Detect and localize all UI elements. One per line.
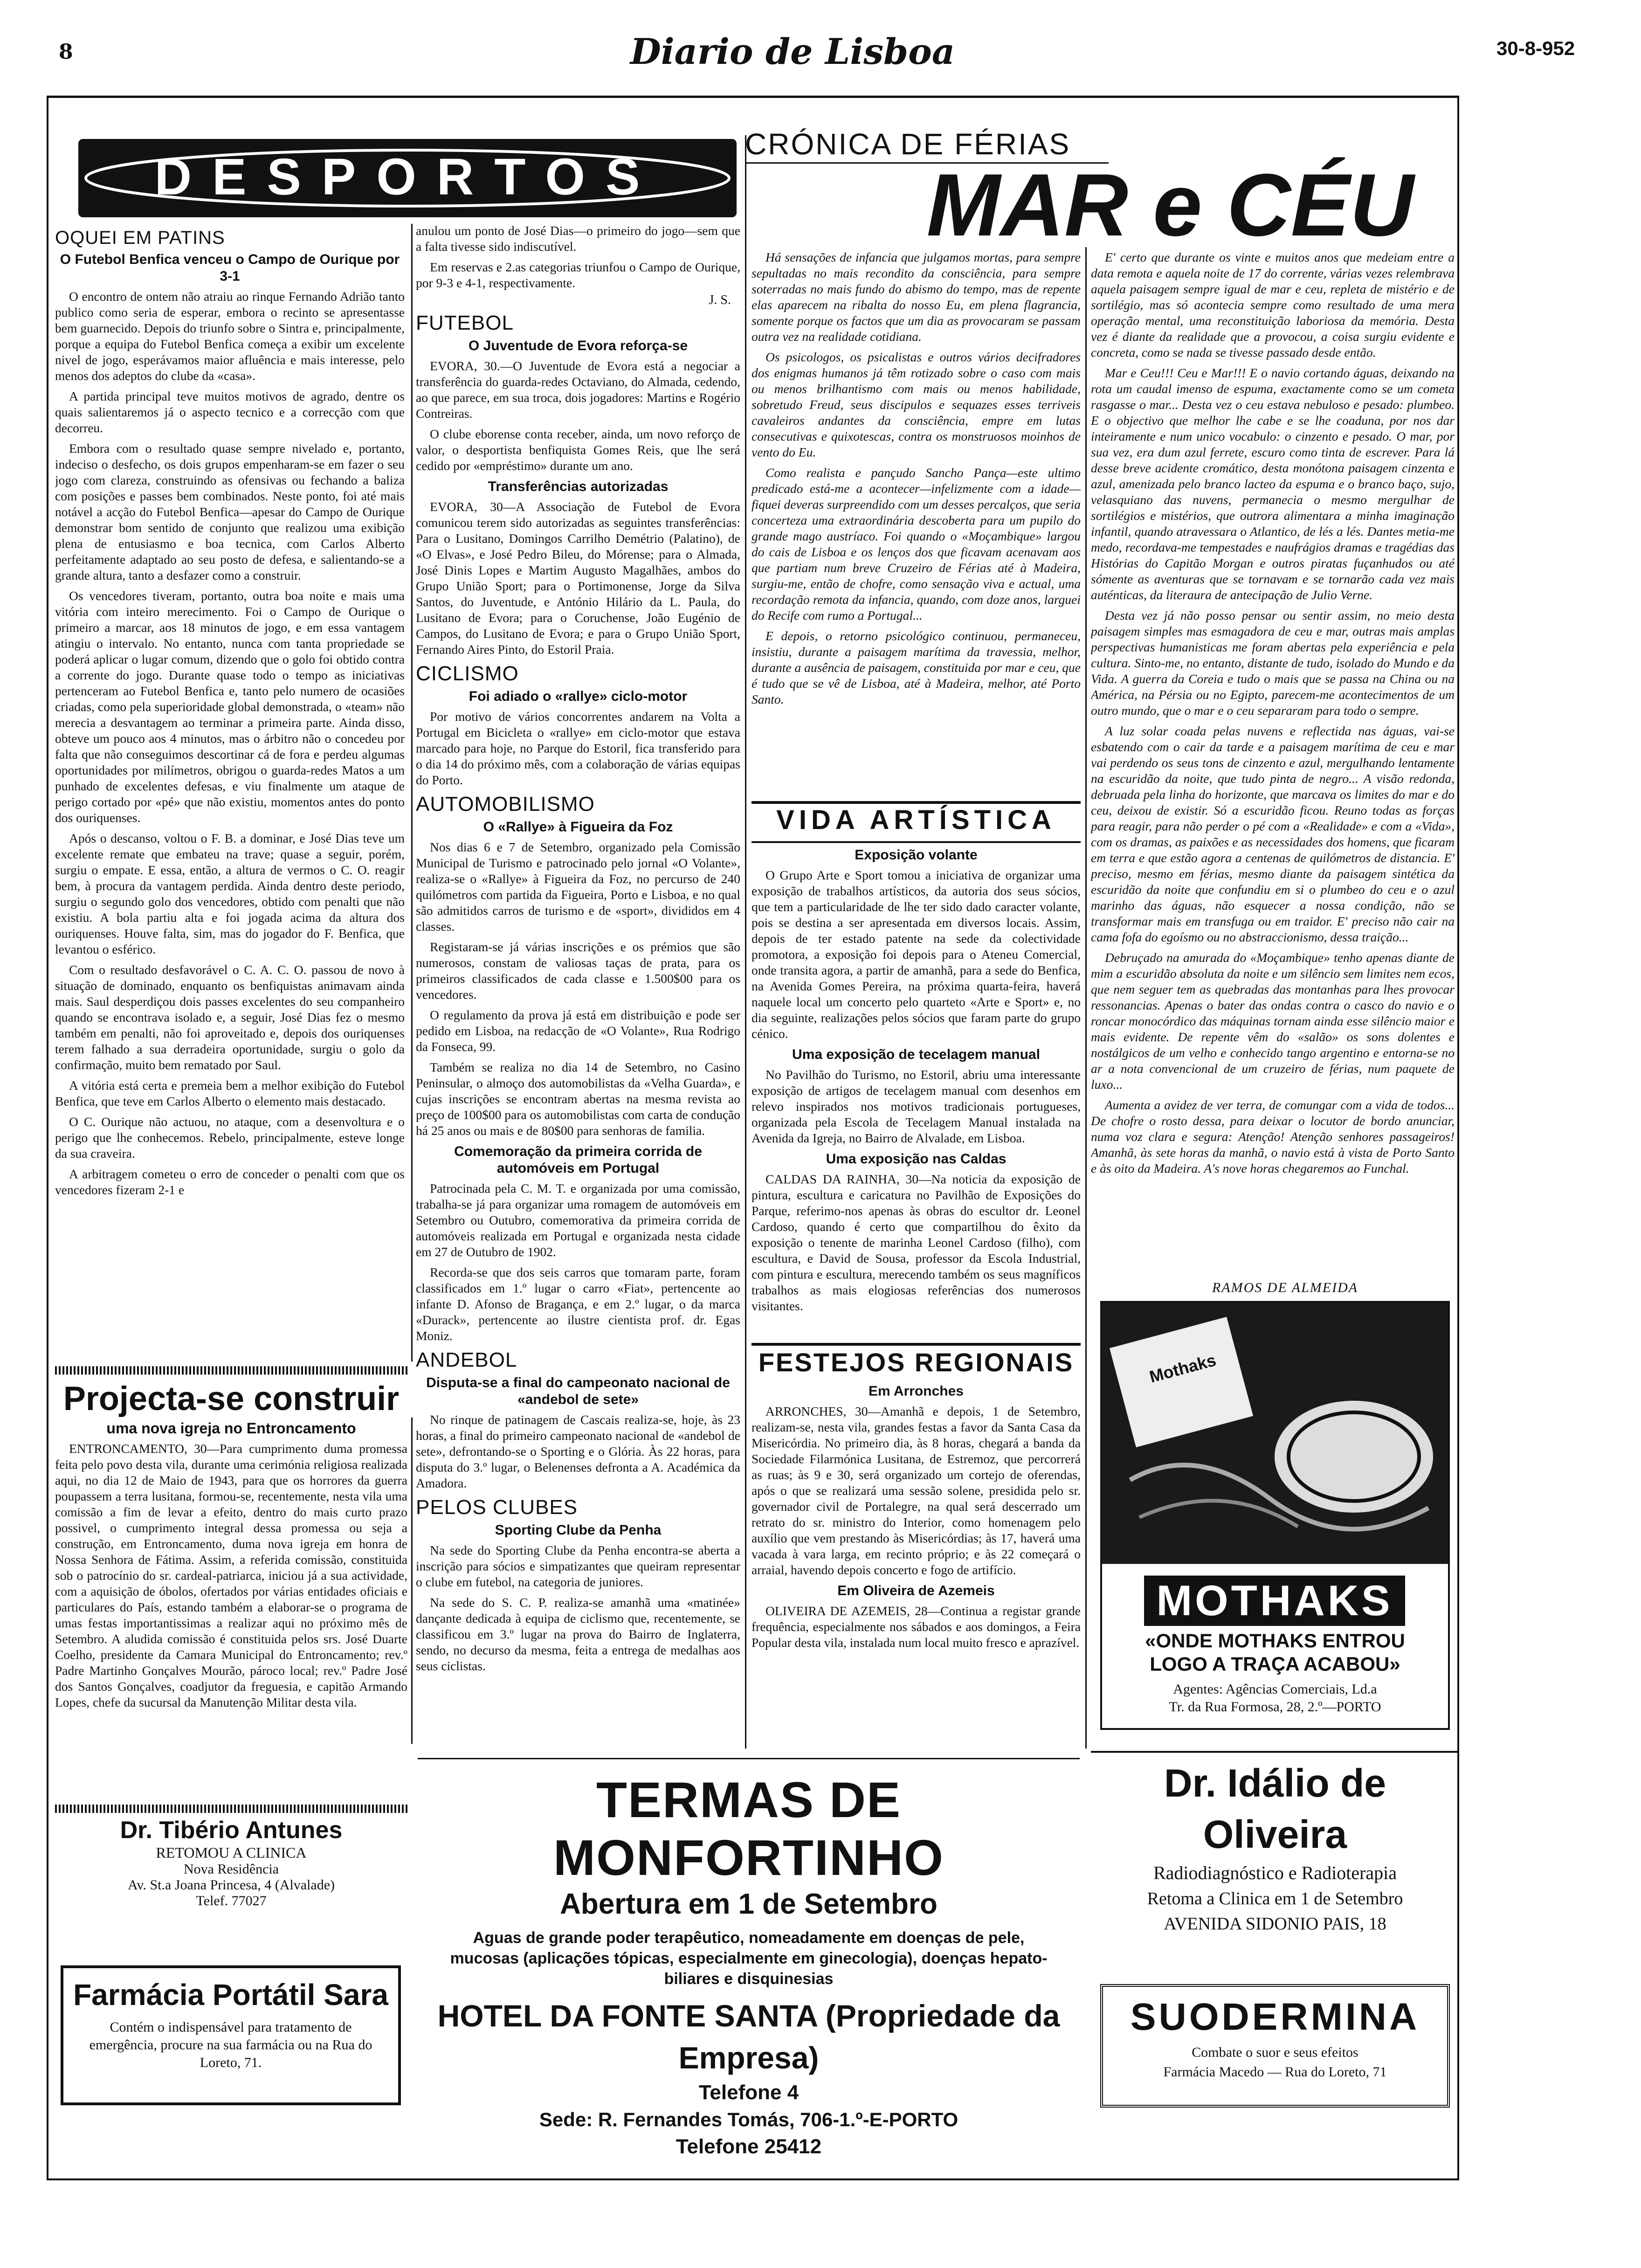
oquei-paragraph: Embora com o resultado quase sempre nivelado e, portanto, indeciso o desfecho, os dois grupos empenharam-se em fazer o seu jogo com clareza, construindo as ofensivas ou fechando a baliza com posições e passes bem combinados. Neste ponto, foi até mais notável a acção do Futebol Benfica—apesar do Campo de Ourique demonstrar bom sentido de conjunto que realizou uma exibição plena de entusiasmo e boa tecnica, com Carlos Alberto perfeitamente adaptado ao seu posto de defesa, e salientando-se a grande altura, tanto a desfazer como a construir. (55, 441, 405, 582)
col-rule-4 (411, 1418, 413, 1744)
idalio-name: Dr. Idálio de Oliveira (1164, 1761, 1386, 1856)
farmacia-text: Contém o indispensável para tratamento de emergência, procure na sua farmácia ou na Rua do Loreto, 71. (89, 2019, 372, 2070)
vida-banner-title: VIDA ARTÍSTICA (776, 805, 1056, 835)
sports-column (416, 223, 740, 1743)
cronica-paragraph: A luz solar coada pelas nuvens e reflectida nas águas, vai-se esbatendo com o cair da tarde e a paisagem marítima de ceu e mar vai perdendo os seus tons de cinzento e azul, mergulhando lentamente na escuridão da noite, que tudo pinta de negro... A visão redonda, debruada pela linha do horizonte, que marcava os limites do mar e do ceu, deixou de existir. Só a escuridão ficou. Reuno todas as forças para reagir, para não perder o pé com a «Realidade» e com a «Vida», com os dramas, as paixões e as necessidades dos homens, que ficaram em terra e que estão agora a centenas de quilómetros de distancia. E' preciso, mesmo em férias, mesmo diante da paisagem sintética da escuridão da noite que confundiu em si o plumbeo do ceu e o azul marinho das águas, não esquecer a nossa condição, não se transformar mais em transfuga ou em traidor. E' preciso não cair na cama fofa do egoísmo ou no abstraccionismo, dessa traição... (1091, 724, 1455, 944)
desportos-banner (78, 139, 737, 217)
idalio-line: Retoma a Clinica em 1 de Setembro (1147, 1889, 1403, 1908)
termas-title: TERMAS DE MONFORTINHO (553, 1771, 944, 1886)
oquei-paragraph: A arbitragem cometeu o erro de conceder o penalti com que os vencedores fizeram 2-1 e (55, 1167, 405, 1197)
col-rule-3 (1085, 247, 1087, 1749)
clubes-article-title: Sporting Clube da Penha (495, 1522, 662, 1538)
vida-article-title: Uma exposição nas Caldas (826, 1151, 1007, 1167)
oquei-paragraph: O encontro de ontem não atraiu ao rinque Fernando Adrião tanto publico como seria de esperar, embora o recinto se apresentasse bem guarnecido. Depois do triunfo sobre o Sintra e, principalmente, porque a equipa do Futebol Benfica começa a exibir um excelente nivel de jogo, esperávamos maior afluência e mais interesse, pelo menos dos adeptos do clube da «casa». (55, 289, 405, 383)
vida-paragraph: O Grupo Arte e Sport tomou a iniciativa de organizar uma exposição de trabalhos artísticos, da autoria dos seus sócios, que tem a particularidade de lhe ter sido dado caracter volante, pois se destina a ser apresentada em diversos locais. Assim, depois de ter estado patente na sede da colectividade promotora, a exposição foi depois para o Ateneu Comercial, onde transita agora, a partir de amanhã, para a sede do Benfica, na Avenida Gomes Pereira, na próxima quarta-feira, haverá naquele local um concerto pelo quarteto «Arte e Sport» e, no dia seguinte, realizações pelos sócios que faram parte do grupo cénico. (752, 868, 1081, 1041)
tiberio-rule-top (55, 1805, 407, 1813)
festejos-banner-title: FESTEJOS REGIONAIS (758, 1348, 1074, 1377)
oquei-title: O Futebol Benfica venceu o Campo de Ourique por 3-1 (60, 252, 400, 284)
mothaks-brand: MOTHAKS (1156, 1577, 1393, 1625)
projecta-subtitle: uma nova igreja no Entroncamento (106, 1420, 356, 1437)
festejos-article-title: Em Arronches (869, 1383, 964, 1399)
mothaks-agents (1102, 1680, 1448, 1716)
tiberio-line: Av. St.a Joana Princesa, 4 (Alvalade) (127, 1877, 335, 1893)
page-number: 8 (59, 40, 73, 64)
cronica-title: MAR e CÉU (926, 156, 1414, 255)
vida-paragraph: No Pavilhão do Turismo, no Estoril, abriu uma interessante exposição de artigos de tecelagem manual com desenhos em relevo inspirados nos motivos tradicionais portugueses, organizada pela Escola de Tecelagem Manual instalada na Avenida da Igreja, no Bairro de Alvalade, em Lisboa. (752, 1067, 1081, 1145)
termas-sede: Sede: R. Fernandes Tomás, 706-1.º-E-PORTO (539, 2109, 958, 2130)
cronica-column-1 (752, 249, 1081, 800)
futebol-article-title: O Juventude de Evora reforça-se (468, 338, 688, 353)
oquei-paragraph: O C. Ourique não actuou, no ataque, com a desenvoltura e o perigo que lhe conhecemos. Rebelo, principalmente, esteve longe da sua craveira. (55, 1114, 405, 1161)
automobilismo-paragraph: Registaram-se já várias inscrições e os prémios que são numerosos, constam de valiosas taças de prata, para os primeiros classificados de cada classe e 1.500$00 para os vencedores. (416, 940, 740, 1002)
futebol-article-title: Transferências autorizadas (488, 479, 669, 494)
masthead: Diario de Lisboa (630, 31, 955, 72)
tiberio-line: Nova Residência (183, 1861, 279, 1877)
ciclismo-paragraph: Por motivo de vários concorrentes andarem na Volta a Portugal em Bicicleta o «rallye» em ciclo-motor que estava marcado para hoje, no Parque do Estoril, fica transferido para o dia 14 do próximo mês, com a colaboração de várias equipas do Porto. (416, 709, 740, 787)
mothaks-address-line: Tr. da Rua Formosa, 28, 2.º—PORTO (1169, 1699, 1381, 1715)
oquei-section-heading: OQUEI EM PATINS (55, 228, 225, 248)
automobilismo-paragraph: Nos dias 6 e 7 de Setembro, organizado pela Comissão Municipal de Turismo e patrocinado pelo jornal «O Volante», realiza-se o «Rallye» à Figueira da Foz, no percurso de 240 quilómetros com partida da Figueira, Porto e Lisboa, e no qual são admitidos carros de turismo e de «sport», divididos em 4 classes. (416, 840, 740, 933)
idalio-line: Radiodiagnóstico e Radioterapia (1153, 1862, 1397, 1883)
festejos-column (752, 1380, 1081, 1749)
oquei-paragraph: A vitória está certa e premeia bem a melhor exibição do Futebol Benfica, que teve em Carlos Alberto o elemento mais destacado. (55, 1078, 405, 1108)
mothaks-brand-box (1144, 1576, 1405, 1626)
oquei-signature: J. S. (709, 293, 731, 307)
oquei-article (55, 224, 405, 1359)
futebol-section-heading: FUTEBOL (416, 311, 514, 334)
oquei-paragraph: Após o descanso, voltou o F. B. a dominar, e José Dias teve um excelente remate que embateu na trave; quase a seguir, porém, surgiu o empate. E essa, então, a altura de vermos o C. O. reagir bem, à procura da vantagem perdida. Ainda dentro deste periodo, surgiu o segundo golo dos vencedores, obtido com penalti que não existiu. A bola partiu alta e foi jogada acima da altura dos ouriquenses. Houve falta, sim, mas do jogador do F. Benfica, que levantou o esférico. (55, 831, 405, 956)
farmacia-name: Farmácia Portátil Sara (73, 1978, 388, 2012)
festejos-banner (752, 1343, 1081, 1381)
suodermina-line: Farmácia Macedo — Rua do Loreto, 71 (1163, 2064, 1387, 2080)
automobilismo-article-title: Comemoração da primeira corrida de automóveis em Portugal (454, 1144, 702, 1176)
farmacia-ad (61, 1965, 401, 2105)
automobilismo-paragraph: Recorda-se que dos seis carros que tomaram parte, foram classificados em 1.º lugar o carro «Fiat», pertencente ao infante D. Afonso de Bragança, e em 2.º lugar, o da marca «Durack», pertencente ao ilustre cientista prof. dr. Egas Moniz. (416, 1265, 740, 1343)
vida-banner (752, 801, 1081, 843)
cronica-paragraph: Aumenta a avidez de ver terra, de comungar com a vida de todos... De chofre o rosto dessa, para deixar o locutor de bordo anunciar, numa voz clara e segura: Atenção! Atenção senhores passageiros! Amanhã, às sete horas da manhã, o navio está à vista de Porto Santo e às oito da Madeira. A's nove horas chegaremos ao Funchal. (1091, 1098, 1455, 1175)
vida-article-title: Uma exposição de tecelagem manual (792, 1047, 1040, 1062)
tiberio-line: Telef. 77027 (196, 1893, 267, 1908)
automobilismo-paragraph: O regulamento da prova já está em distribuição e pode ser pedido em Lisboa, na redacção de «O Volante», Rua Rodrigo da Fonseca, 99. (416, 1008, 740, 1054)
clubes-paragraph: Na sede do Sporting Clube da Penha encontra-se aberta a inscrição para sócios e simpatizantes que queiram representar o clube em futebol, na categoria de juniores. (416, 1543, 740, 1589)
oquei-continuation: Em reservas e 2.as categorias triunfou o Campo de Ourique, por 9-3 e 4-1, respectivamente. (416, 260, 740, 290)
clubes-section-heading: PELOS CLUBES (416, 1496, 578, 1519)
frame-bottom (47, 2178, 1459, 2180)
automobilismo-paragraph: Patrocinada pela C. M. T. e organizada por uma comissão, trabalha-se já para organizar uma romagem de automóveis em Setembro ou Outubro, comemorativa da primeira corrida de automóveis realizada em Portugal e organizada nesta cidade em 27 de Outubro de 1902. (416, 1181, 740, 1259)
mothaks-agents-line: Agentes: Agências Comerciais, Ld.a (1173, 1681, 1377, 1697)
festejos-article-title: Em Oliveira de Azemeis (837, 1583, 995, 1598)
cronica-column-2 (1091, 249, 1455, 1261)
festejos-paragraph: OLIVEIRA DE AZEMEIS, 28—Continua a registar grande frequência, especialmente nos sábados e aos domingos, a Feira Popular desta vila, instalada num local muito fresco e aprazível. (752, 1604, 1081, 1650)
andebol-section-heading: ANDEBOL (416, 1348, 517, 1371)
andebol-paragraph: No rinque de patinagem de Cascais realiza-se, hoje, às 23 horas, a final do primeiro campeonato nacional de «andebol de sete», defrontando-se o Sporting e o Glória. Às 22 horas, para disputa do 3.º lugar, o Belenenses defronta a A. Académica da Amadora. (416, 1412, 740, 1490)
cronica-paragraph: Os psicologos, os psicalistas e outros vários decifradores dos enigmas humanos já têm rotizado sobre o caso com mais ou menos brilhantismo com mais ou menos habilidade, sobretudo Freud, seus discipulos e sequazes esses terriveis cavaleiros andantes da consciência, empre em lutas consecutivas e quixotescas, contra os monstruosos moinhos de vento do Eu. (752, 350, 1081, 459)
termas-phone: Telefone 25412 (676, 2135, 822, 2158)
festejos-paragraph: ARRONCHES, 30—Amanhã e depois, 1 de Setembro, realizam-se, nesta vila, grandes festas a favor da Santa Casa da Misericórdia. No primeiro dia, às 8 horas, chegará a banda da Sociedade Filarmónica Lusitana, de Estremoz, que percorrerá as ruas; às 9 e 30, será organizado um cortejo de oferendas, após o que se realizará uma sessão solene, presidida pelo sr. governador civil de Portalegre, na qual será descerrado um retrato do sr. ministro do Interior, como homenagem pelo auxílio que vem prestando às Misericórdias; às 17, haverá uma vacada à vara larga, em recinto próprio; e às 22 começará o arraial, havendo depois concerto e fogo de artifício. (752, 1404, 1081, 1577)
futebol-paragraph: EVORA, 30—A Associação de Futebol de Evora comunicou terem sido autorizadas as seguintes transferências: Para o Lusitano, Domingos Carrilho Demétrio (Palatino), de «O Elvas», e José Pedro Bileu, do Mórense; para o Almada, José Dinis Lopes e Martim Augusto Magalhães, ambos do Grupo União Sport; para o Portimonense, Jorge da Silva Santos, do Juventude, e António Hilário da L. Paula, do Lusitano de Evora; para o Coruchense, João Eugénio de Campos, do Lusitano de Evora; e para o Grupo União Sport, Fernando Aires Pinto, do Estoril Praia. (416, 499, 740, 657)
oquei-paragraph: Com o resultado desfavorável o C. A. C. O. passou de novo à situação de dominado, enquanto os benfiquistas animavam ainda mais. Saul desperdiçou dois passes excelentes do seu companheiro quando se encontrava isolado e, a seguir, José Dias fez o mesmo também em penalti, não foi aproveitado e, depois dos ouriquenses terem falhado a sua derradeira oportunidade, surgiu o golo da confirmação, muito bem rematado por Saul. (55, 962, 405, 1072)
header-rule (47, 96, 1459, 98)
automobilismo-section-heading: AUTOMOBILISMO (416, 793, 595, 816)
automobilismo-article-title: O «Rallye» à Figueira da Foz (483, 819, 673, 835)
suodermina-name: SUODERMINA (1130, 1996, 1420, 2038)
suodermina-line: Combate o suor e seus efeitos (1192, 2045, 1358, 2060)
termas-hotel: HOTEL DA FONTE SANTA (Propriedade da Empresa) (437, 1998, 1060, 2075)
suodermina-ad (1100, 1984, 1450, 2108)
cronica-paragraph: Como realista e pançudo Sancho Pança—este ultimo predicado está-me a acontecer—infelizmente com a idade—fiquei deveras surpreendido com um desses percalços, que seria concerteza uma extraordinária descoberta para um pupilo do grande mago austríaco. Foi quando o «Moçambique» largou do cais de Lisboa e os lenços dos que ficavam acenavam aos que partiam num breve Cruzeiro de Férias até à Madeira, surgiu-me, então de chofre, como sensação viva e actual, uma recordação remota da infancia, quando, com doze anos, larguei do Recife com rumo a Portugal... (752, 465, 1081, 622)
col-rule-2 (745, 135, 746, 1749)
mothaks-tin-label: Mothaks (1147, 1350, 1218, 1387)
mothaks-ad (1100, 1301, 1450, 1730)
mothaks-slogan (1102, 1629, 1448, 1676)
mothaks-illustration (1102, 1303, 1448, 1564)
col-rule-1 (411, 224, 413, 1362)
termas-body: Aguas de grande poder terapêutico, nomeadamente em doenças de pele, mucosas (aplicações tópicas, especialmente em ginecologia), doenças hepato-biliares e disquinesias (450, 1929, 1048, 1988)
termas-ad (418, 1758, 1080, 2158)
futebol-paragraph: EVORA, 30.—O Juventude de Evora está a negociar a transferência do guarda-redes Octaviano, do Almada, cedendo, ao que parece, em sua troca, dois jogadores: Martins e Rogério Contreiras. (416, 359, 740, 421)
automobilismo-paragraph: Também se realiza no dia 14 de Setembro, no Casino Peninsular, o almoço dos automobilistas da «Velha Guarda», e cujas inscrições se encontram abertas na mesma revista ao preço de 100$00 para os automobilistas com carta de condução há 25 anos ou mais e de 80$00 para senhoras de familia. (416, 1060, 740, 1138)
oquei-paragraph: A partida principal teve muitos motivos de agrado, dentre os quais salientaremos já o aspecto tecnico e a correcção com que decorreu. (55, 389, 405, 435)
projecta-title: Projecta-se construir (63, 1380, 400, 1418)
cronica-paragraph: E' certo que durante os vinte e muitos anos que medeiam entre a data remota e aquela noite de 17 do corrente, várias vezes relembrava aquela paisagem sempre igual de mar e ceu, repleta de mistério e de sortilégio, mas só acontecia sempre como resultado de uma mera operação mental, uma reconstituição laboriosa da memória. Desta vez é diante da realidade que a provocou, a coisa surgiu evidente e concreta, como se nada se tivesse passado desde então. (1091, 250, 1455, 360)
page-date: 30-8-952 (1496, 37, 1575, 59)
mothaks-slogan-line: LOGO A TRAÇA ACABOU» (1150, 1653, 1400, 1675)
cronica-paragraph: Desta vez já não posso pensar ou sentir assim, no meio desta paisagem simples mas esmagadora de ceu e mar, outras mais amplas perspectivas humanisticas me foram abertas pela experiência e pela cultura. Sinto-me, no entanto, distante de tudo, isolado do Mundo e da Vida. A guerra da Coreia e tudo o mais que se passa na China ou na América, na Pérsia ou no Egipto, parecem-me acontecimentos de um outro mundo, que o mar e o ceu separaram para todo o sempre. (1091, 608, 1455, 718)
tiberio-line: RETOMOU A CLINICA (156, 1844, 307, 1861)
ciclismo-article-title: Foi adiado o «rallye» ciclo-motor (469, 689, 688, 704)
vida-paragraph: CALDAS DA RAINHA, 30—Na noticia da exposição de pintura, escultura e caricatura no Pavilhão de Exposições do Parque, referimo-nos apenas às obras do escultor dr. Leonel Cardoso, quando é certo que compartilhou do êxito da exposição o tenente de marinha Leonel Cardoso (filho), com escultura, e David de Sousa, professor da Escola Industrial, com pintura e escultura, merecendo também os seus magníficos trabalhos as mais elogiosas referências dos numerosos visitantes. (752, 1172, 1081, 1313)
cronica-paragraph: Debruçado na amurada do «Moçambique» tenho apenas diante de mim a escuridão absoluta da noite e um silêncio sem limites nem ecos, que nem seguer tem as quebradas das montanhas para lhes provocar ressonancias. Apenas o bater das ondas contra o casco do navio e o roncar monocórdico das máquinas tornam ainda esse silêncio maior e mais evidente. De repente vêm do «salão» os sons dolentes e nostálgicos de um velho e conhecido tango argentino e entorna-se no ar a nota convencional de um cruzeiro de férias, num paquete de luxo... (1091, 950, 1455, 1092)
termas-rule-top (418, 1758, 1080, 1759)
projecta-article (55, 1378, 407, 1802)
tiberio-name: Dr. Tibério Antunes (120, 1817, 343, 1844)
projecta-paragraph: ENTRONCAMENTO, 30—Para cumprimento duma promessa feita pelo povo desta vila, durante uma cerimónia religiosa realizada aqui, no dia 12 de Maio de 1943, para que os horrores da guerra poupassem a terra lusitana, formou-se, recentemente, nesta vila uma comissão a fim de levar a efeito, dentro do mais curto prazo possivel, o cumprimento integral dessa promessa ou seja a construção, em Entroncamento, duma nova igreja em honra de Nossa Senhora de Fátima. Assim, a referida comissão, constituida sob o patrocínio do sr. cardeal-patriarca, iniciou já a sua actividade, com a aquisição de óbolos, ofertados por várias entidades oficiais e particulares do País, estando também a elaborar-se o programa de umas festas importantissimas a realizar aqui no próximo mês de Setembro. A aludida comissão é constituida pelos srs. José Duarte Coelho, presidente da Camara Municipal do Entroncamento; rev.º Padre Martinho Gonçalves Mourão, pároco local; rev.º Padre José dos Santos Gonçalves, coadjutor da freguesia, e capitão Armando Lopes, chefe da sucursal da Manutenção Militar desta vila. (55, 1441, 407, 1709)
cronica-paragraph: Há sensações de infancia que julgamos mortas, para sempre sepultadas no mais recondito da consciência, para sempre soterradas no mais fundo do abismo do tempo, mas de repente elas aparecem na ribalta do nosso Eu, em plena flagrancia, somente porque os factos que um dia as provocaram se passam outra vez na realidade cotidiana. (752, 250, 1081, 344)
oquei-continuation: anulou um ponto de José Dias—o primeiro do jogo—sem que a falta tivesse sido indiscutível. (416, 223, 740, 254)
idalio-ad (1091, 1751, 1459, 1972)
oquei-paragraph: Os vencedores tiveram, portanto, outra boa noite e mais uma vitória com inteiro merecimento. Foi o Campo de Ourique o primeiro a marcar, aos 18 minutos de jogo, e em essa vantagem atingiu o intervalo. No entanto, nunca com tanta propriedade se poderá aplicar o lugar comum, dizendo que o golo foi obtido contra a corrente do jogo. Durante quase todo o tempo as iniciativas pertenceram ao Futebol Benfica e, tanto pelo numero de ocasiões criadas, como pela superioridade global demonstrada, o «team» não merecia a desvantagem ao terminar a primeira parte. Ainda disso, obteve um pouco aos 4 minutos, mas o árbitro não o concedeu por falta que não conseguimos descortinar cá de fora e perdeu algumas oportunidades por milímetros, obrigou o guarda-redes Matos a um punhado de excelentes defesas, e viu finalmente um ataque de perigo cortado por «pé» que não existiu, momentos antes do ponto dos ouriquenses. (55, 588, 405, 825)
termas-phone: Telefone 4 (698, 2081, 799, 2104)
cronica-kicker: CRÓNICA DE FÉRIAS (745, 127, 1071, 161)
cronica-author: RAMOS DE ALMEIDA (1212, 1280, 1358, 1295)
vida-column (752, 844, 1081, 1338)
futebol-paragraph: O clube eborense conta receber, ainda, um novo reforço de valor, o desportista benfiquista Gomes Reis, que lhe será cedido por «empréstimo» durante um ano. (416, 427, 740, 473)
mothaks-slogan-line: «ONDE MOTHAKS ENTROU (1145, 1630, 1405, 1652)
cronica-paragraph: Mar e Ceu!!! Ceu e Mar!!! E o navio cortando águas, deixando na rota um caudal imenso de espuma, exactamente como se um cometa rasgasse o mar... Desta vez o ceu estava nebuloso e pesado: plumbeo. E o objectivo que melhor lhe cabe e se lhe coaduna, por nos dar inteiramente e num unico vocabulo: o cinzento e pesado. O mar, por sua vez, era dum azul ferrete, escuro como tinta de escrever. Para lá desse breve acidente cromático, desta monótona paisagem cinzenta e azul, amenizada pelo branco lacteo da espuma e o branco baço, sujo, velasquiano das nuvens, permanecia o mesmo mergulhar de sortilégios e mistérios, que outrora alimentara a minha imaginação infantil, quando atravessara o Atlantico, de lés a lés. Dantes metia-me medo, recordava-me tempestades e naufrágios dramas e tragédias das Histórias do Capitão Morgan e outros piratas fuçanhudos ou até sómente as aventuras que se tornavam e se tornarão cada vez mais auténticas, da literaura de antecipação de Julio Verne. (1091, 366, 1455, 602)
projecta-rule-top (55, 1366, 407, 1375)
cronica-paragraph: E depois, o retorno psicológico continuou, permaneceu, insistiu, durante a paisagem marítima da travessia, melhor, durante a ausência de paisagem, constituida por mar e ceu, que é tudo que se vê de Lisboa, até à Madeira, melhor, até Porto Santo. (752, 629, 1081, 706)
desportos-title: DESPORTOS (154, 148, 661, 206)
andebol-article-title: Disputa-se a final do campeonato nacional de «andebol de sete» (426, 1375, 730, 1407)
clubes-paragraph: Na sede do S. C. P. realiza-se amanhã uma «matinée» dançante dedicada à equipa de ciclismo que, recentemente, se classificou em 3.º lugar na prova do Bairro de Inglaterra, sendo, no decurso da mesma, feita a entrega de medalhas aos seus ciclistas. (416, 1595, 740, 1673)
ciclismo-section-heading: CICLISMO (416, 662, 519, 685)
termas-subtitle: Abertura em 1 de Setembro (560, 1888, 938, 1920)
vida-article-title: Exposição volante (855, 847, 978, 863)
tiberio-ad (55, 1816, 407, 1933)
frame-left (47, 96, 48, 2180)
idalio-line: AVENIDA SIDONIO PAIS, 18 (1164, 1914, 1386, 1934)
